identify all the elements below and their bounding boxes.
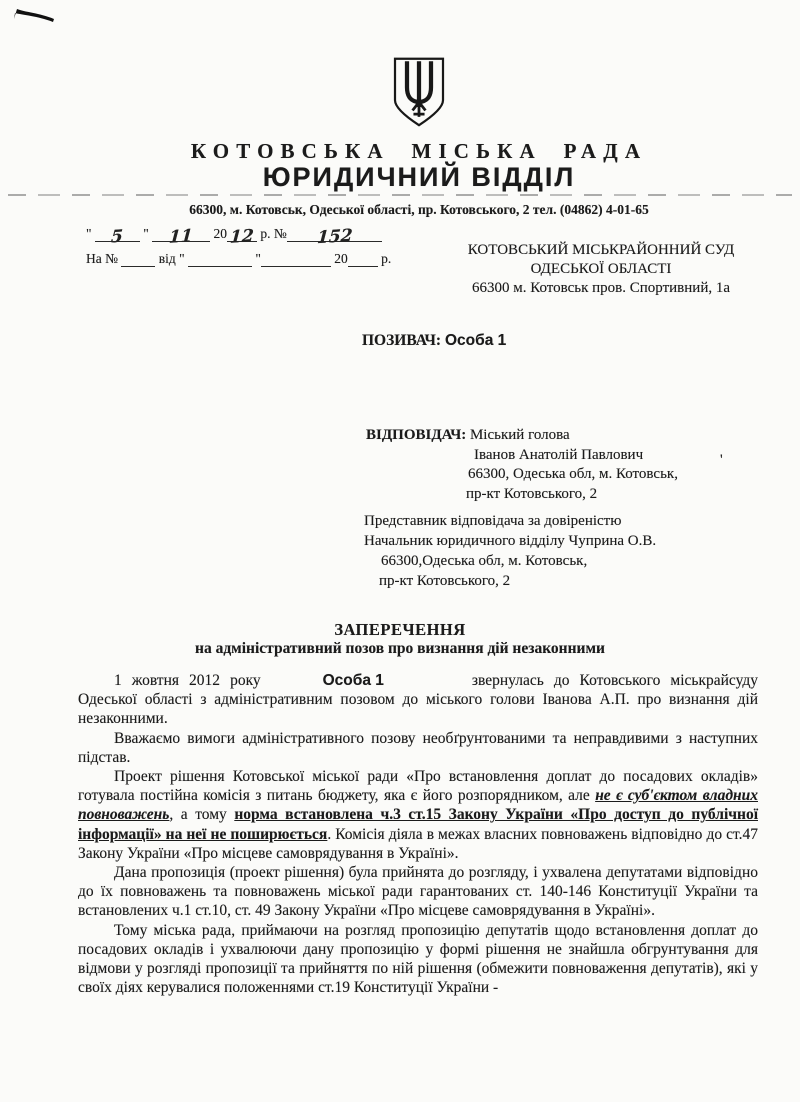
outgoing-date-row [86,225,406,249]
year-blank [227,226,257,248]
paragraph-1 [78,671,758,729]
ref-vid-label: від " [158,251,185,266]
stray-pen-mark: ' [720,452,723,468]
org-name: КОТОВСЬКА МІСЬКА РАДА [190,139,648,163]
court-name-line1: КОТОВСЬКИЙ МІСЬКРАЙОННИЙ СУД [467,242,735,258]
ukraine-trident-emblem-icon [391,56,447,133]
plaintiff-name-inline-redacted: Особа 1 [322,672,384,689]
defendant-line1 [366,426,678,446]
defendant-label: ВІДПОВІДАЧ: [366,427,467,443]
paragraph-3-text-a: Проект рішення Котовської міської ради «Про встановлення доплат до посадових окладів» готувала постійна комісія з питань бюджету, яка є його розпорядником, але [78,768,758,805]
ref-year-blank [348,251,378,267]
paragraph-5: Тому міська рада, приймаючи на розгляд пропозицію депутатів щодо встановлення доплат до посадових окладів і ухвалюючи дану пропозицію у формі рішення не знайшла обгрунтування для відмови у розгляді пропозиції та прийняття по ній рішення (обмежити повноваження депутатів), які у своїх діях керувалися положеннями ст.19 Конституції України - [78,921,758,997]
document-subtitle: на адміністративний позов про визнання дій незаконними [195,640,605,657]
paragraph-2: Вважаємо вимоги адміністративного позову необґрунтованими та неправдивими з наступних підстав. [78,729,758,766]
number-label: р. № [260,226,287,241]
court-address-line: 66300 м. Котовськ пров. Спортивний, 1а [471,280,731,296]
day-blank [95,226,140,248]
ref-month-blank [261,251,331,267]
reference-row [86,251,406,267]
document-body [78,671,758,997]
defendant-name: Іванов Анатолій Павлович [474,446,644,463]
underlined-phrase-2: норма встановлена ч.3 ст.15 Закону України «Про доступ до публічної інформації» на неї не поширюється [78,806,758,843]
defendant-address-line1: 66300, Одеська обл, м. Котовськ, [468,466,678,482]
ref-r-label: р. [381,251,392,266]
department-name: ЮРИДИЧНИЙ ВІДДІЛ [262,162,576,192]
court-name-line2: ОДЕСЬКОЇ ОБЛАСТІ [530,261,672,277]
ref-number-blank [121,251,155,267]
handwritten-month: 11 [168,226,194,248]
quote-close: " [143,226,149,241]
paragraph-3-text-b: , а тому [169,806,235,824]
paragraph-3-text-c: . Комісія діяла в межах власних повноважень відповідно до ст.47 Закону України «Про місцеве самоврядування в Україні». [78,825,758,862]
representative-address-line2: пр-кт Котовського, 2 [379,573,511,589]
quote-open: " [86,226,92,241]
ref-quote-close: " [255,251,261,266]
paragraph-3 [78,767,758,863]
plaintiff-label: ПОЗИВАЧ: [362,332,442,349]
court-address-block [415,241,787,298]
paragraph-1-end: звернулась до Котовського міськрайсуду Одеської області з адміністративним позовом до міського голови Іванова А.П. про визнання дій незаконними. [78,672,758,728]
representative-address-line1: 66300,Одеська обл, м. Котовськ, [381,553,588,569]
plaintiff-row [362,332,506,350]
handwritten-number: 152 [315,225,353,249]
representative-line1: Представник відповідача за довіреністю [364,513,622,529]
month-blank [152,226,210,248]
document-title: ЗАПЕРЕЧЕННЯ [334,620,466,639]
paragraph-4: Дана пропозиція (проект рішення) була прийнята до розгляду, і ухвалена депутатами відповідно до їх повноважень та повноважень міської ради гарантованих ст. 140-146 Конституції України та встановлених ч.1 ст.10, ст. 49 Закону України «Про місцеве самоврядування в Україні». [78,864,758,920]
ref-day-blank [188,251,252,267]
ref-year-prefix: 20 [334,251,348,266]
letterhead [0,0,800,193]
handwritten-day: 5 [110,226,125,248]
defendant-block [366,426,678,504]
defendant-address-line2: пр-кт Котовського, 2 [466,485,598,502]
number-blank [287,225,382,249]
representative-line2: Начальник юридичного відділу Чуприна О.В. [364,533,657,549]
date-number-block [86,226,406,267]
org-address-line: 66300, м. Котовськ, Одеської області, пр. Котовського, 2 тел. (04862) 4-01-65 [189,202,649,217]
header-divider [8,194,792,196]
defendant-position: Міський голова [469,427,570,443]
underlined-phrase-1: не є суб'єктом владних повноважень [78,787,758,824]
plaintiff-name-redacted: Особа 1 [444,332,507,349]
paragraph-1-start: 1 жовтня 2012 року [114,672,261,689]
year-prefix: 20 [213,226,228,241]
representative-block [364,511,656,591]
ref-label: На № [86,251,118,266]
handwritten-year: 12 [229,226,255,248]
